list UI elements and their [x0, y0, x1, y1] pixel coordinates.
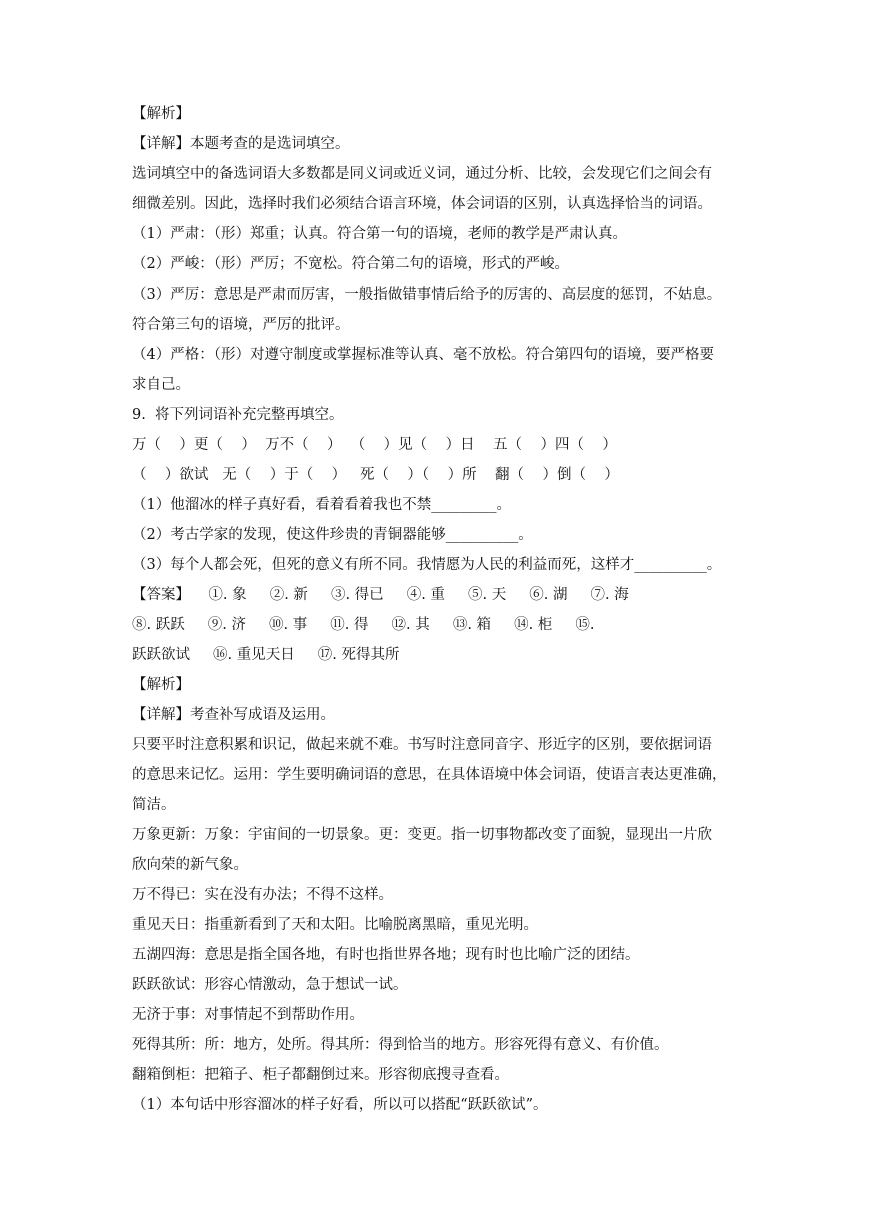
- question-sentence: （1）他溜冰的样子真好看，看着看着我也不禁_________。: [132, 497, 511, 513]
- section-heading-analysis: 【解析】: [132, 106, 190, 122]
- paragraph-line: 简洁。: [132, 797, 176, 813]
- definition-line: 万不得已：实在没有办法；不得不这样。: [132, 887, 393, 903]
- list-item-continuation: 求自己。: [132, 377, 190, 393]
- definition-line: 死得其所：所：地方，处所。得其所：得到恰当的地方。形容死得有意义、有价值。: [132, 1037, 669, 1053]
- question-sentence: （2）考古学家的发现，使这件珍贵的青铜器能够__________。: [132, 527, 533, 543]
- definition-line: 无济于事：对事情起不到帮助作用。: [132, 1007, 364, 1023]
- explanation-line: （1）本句话中形容溜冰的样子好看，所以可以搭配“跃跃欲试”。: [132, 1097, 548, 1113]
- paragraph-line: 选词填空中的备选词语大多数都是同义词或近义词，通过分析、比较，会发现它们之间会有: [132, 166, 712, 182]
- definition-line: 五湖四海：意思是指全国各地，有时也指世界各地；现有时也比喻广泛的团结。: [132, 947, 640, 963]
- answer-line: 【答案】 ①. 象 ②. 新 ③. 得已 ④. 重 ⑤. 天 ⑥. 湖 ⑦. 海: [132, 587, 629, 603]
- definition-line: 重见天日：指重新看到了天和太阳。比喻脱离黑暗，重见光明。: [132, 917, 538, 933]
- list-item-continuation: 符合第三句的语境，严厉的批评。: [132, 317, 350, 333]
- question-blanks-row: （ ）欲试 无（ ）于（ ） 死（ ）（ ）所 翻（ ）倒（ ）: [132, 467, 619, 483]
- paragraph-line: 只要平时注意积累和识记，做起来就不难。书写时注意同音字、形近字的区别，要依据词语: [132, 737, 712, 753]
- question-blanks-row: 万（ ）更（ ） 万不（ ） （ ）见（ ）日 五（ ）四（ ）: [132, 437, 617, 453]
- section-heading-analysis: 【解析】: [132, 677, 190, 693]
- question-title: 9. 将下列词语补充完整再填空。: [132, 407, 344, 423]
- list-item: （4）严格：（形）对遵守制度或掌握标准等认真、毫不放松。符合第四句的语境，要严格要: [132, 347, 714, 363]
- list-item: （2）严峻：（形）严厉；不宽松。符合第二句的语境，形式的严峻。: [132, 256, 569, 272]
- paragraph-line: 的意思来记忆。运用：学生要明确词语的意思，在具体语境中体会词语，使语言表达更准确，: [132, 767, 727, 783]
- definition-line: 跃跃欲试：形容心情激动，急于想试一试。: [132, 977, 408, 993]
- detail-heading: 【详解】考查补写成语及运用。: [132, 707, 335, 723]
- definition-line: 欣向荣的新气象。: [132, 857, 248, 873]
- answer-line: ⑧. 跃跃 ⑨. 济 ⑩. 事 ⑪. 得 ⑫. 其 ⑬. 箱 ⑭. 柜 ⑮.: [132, 617, 595, 633]
- list-item: （3）严厉：意思是严肃而厉害，一般指做错事情后给予的厉害的、高层度的惩罚，不姑息。: [132, 287, 722, 303]
- definition-line: 翻箱倒柜：把箱子、柜子都翻倒过来。形容彻底搜寻查看。: [132, 1067, 509, 1083]
- answer-line: 跃跃欲试 ⑯. 重见天日 ⑰. 死得其所: [132, 647, 400, 663]
- question-sentence: （3）每个人都会死，但死的意义有所不同。我情愿为人民的利益而死，这样才__________。: [132, 557, 722, 573]
- detail-heading: 【详解】本题考查的是选词填空。: [132, 136, 350, 152]
- paragraph-line: 细微差别。因此，选择时我们必须结合语言环境，体会词语的区别，认真选择恰当的词语。: [132, 196, 712, 212]
- list-item: （1）严肃：（形）郑重；认真。符合第一句的语境，老师的教学是严肃认真。: [132, 226, 627, 242]
- definition-line: 万象更新：万象：宇宙间的一切景象。更：变更。指一切事物都改变了面貌，显现出一片欣: [132, 827, 712, 843]
